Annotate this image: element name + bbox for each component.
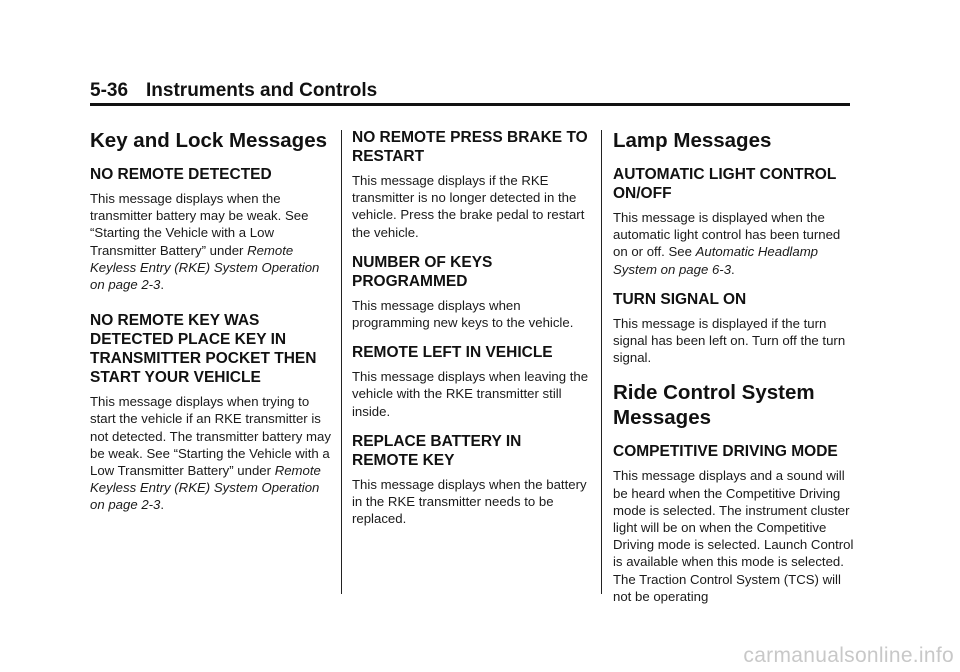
subheading-no-remote-key-detected: NO REMOTE KEY WAS DETECTED PLACE KEY IN TRANSMITTER POCKET THEN START YOUR VEHICLE: [90, 312, 317, 387]
heading-ride-control-messages: Ride Control System Messages: [613, 381, 815, 430]
column-divider-1: [341, 130, 342, 594]
paragraph-no-remote-key-detected: [90, 393, 332, 513]
paragraph-no-remote-detected: [90, 190, 332, 293]
text: This message displays when the transmitter battery may be weak. See “Starting the Vehicle with a Low Transmitter Battery” under: [90, 191, 309, 258]
text: .: [731, 261, 735, 277]
column-2: [352, 128, 590, 527]
text: This message displays when trying to start the vehicle if an RKE transmitter is not detected. The transmitter battery may be weak. See “Starting the Vehicle with a Low Transmitter Battery” under: [90, 394, 331, 479]
page-number: 5-36: [90, 80, 129, 101]
paragraph-automatic-light-control: [613, 209, 858, 278]
page-header: [90, 80, 850, 102]
subheading-no-remote-detected: NO REMOTE DETECTED: [90, 166, 272, 183]
paragraph-turn-signal-on: This message is displayed if the turn signal has been left on. Turn off the turn signal.: [613, 315, 846, 366]
header-rule: [90, 103, 850, 106]
text: .: [160, 277, 165, 293]
column-divider-2: [601, 130, 602, 594]
page-reference: Remote Keyless Entry (RKE) System Operation on page 2-3: [90, 463, 321, 513]
subheading-remote-left-in-vehicle: REMOTE LEFT IN VEHICLE: [352, 344, 553, 362]
column-3: [613, 128, 858, 605]
paragraph-replace-battery: This message displays when the battery in the RKE transmitter needs to be replaced.: [352, 476, 587, 527]
subheading-no-remote-press-brake: NO REMOTE PRESS BRAKE TO RESTART: [352, 129, 588, 165]
subheading-competitive-driving-mode: COMPETITIVE DRIVING MODE: [613, 443, 838, 461]
column-1: [90, 128, 332, 514]
page-reference: Automatic Headlamp System on page 6-3: [613, 244, 819, 277]
heading-lamp-messages: Lamp Messages: [613, 129, 772, 152]
subheading-replace-battery: REPLACE BATTERY IN REMOTE KEY: [352, 432, 522, 469]
text: This message is displayed when the automatic light control has been turned on or off. See: [613, 210, 841, 260]
text: .: [160, 497, 165, 513]
page-reference: Remote Keyless Entry (RKE) System Operation on page 2-3: [90, 242, 320, 293]
paragraph-no-remote-press-brake: This message displays if the RKE transmitter is no longer detected in the vehicle. Press the brake pedal to restart the vehicle.: [352, 173, 585, 240]
watermark-text: carmanualsonline.info: [743, 644, 954, 667]
heading-key-lock-messages: Key and Lock Messages: [90, 129, 327, 152]
paragraph-number-of-keys: This message displays when programming new keys to the vehicle.: [352, 297, 574, 331]
paragraph-competitive-driving-mode: This message displays and a sound will be heard when the Competitive Driving mode is selected. The instrument cluster light will be on when the Competitive Driving mode is selected. Launch Control is available when this mode is selected. The Traction Control System (TCS) will not be operating: [613, 468, 854, 604]
subheading-automatic-light-control: AUTOMATIC LIGHT CONTROL ON/OFF: [613, 166, 837, 202]
subheading-turn-signal-on: TURN SIGNAL ON: [613, 290, 747, 308]
paragraph-remote-left-in-vehicle: This message displays when leaving the vehicle with the RKE transmitter still inside.: [352, 369, 589, 419]
section-title: Instruments and Controls: [146, 80, 378, 101]
subheading-number-of-keys: NUMBER OF KEYS PROGRAMMED: [352, 253, 493, 290]
